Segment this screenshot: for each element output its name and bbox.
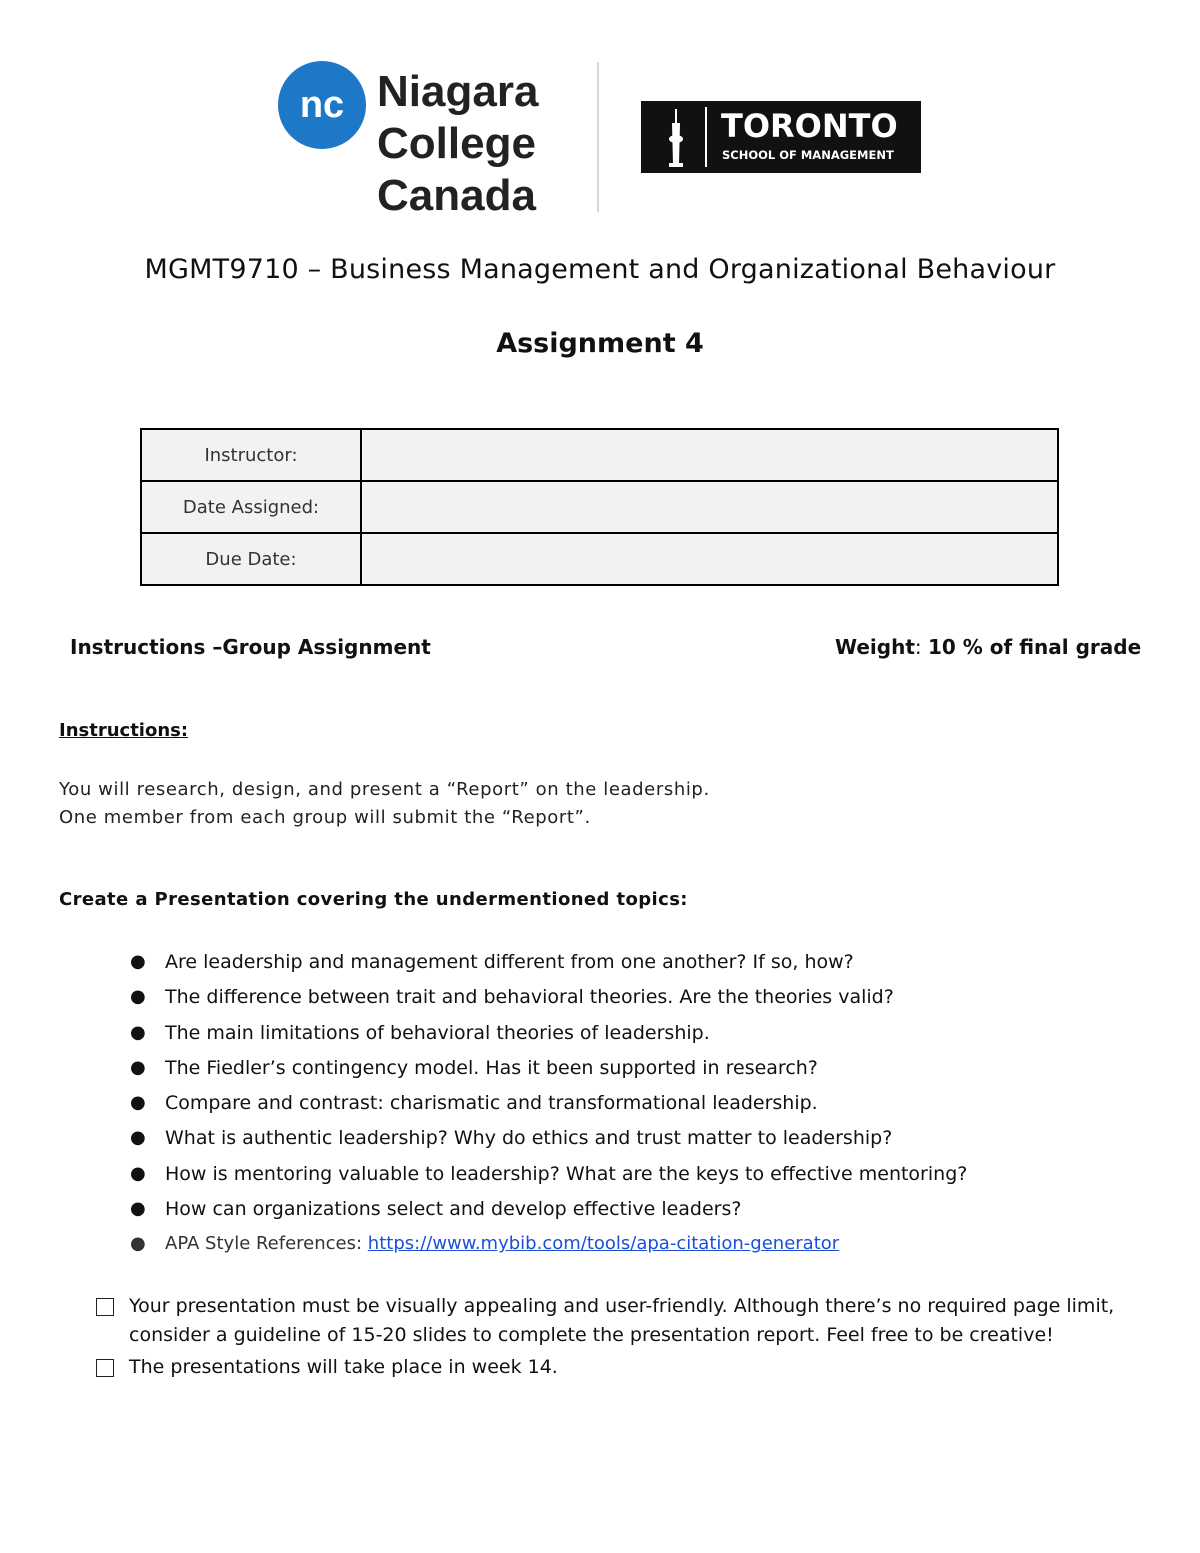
due-date-value <box>361 533 1058 585</box>
list-item <box>125 948 967 983</box>
checklist-item <box>96 1353 1156 1383</box>
bullet-icon: ● <box>130 951 146 972</box>
weight-value: 10 % of final grade <box>928 635 1142 659</box>
table-row <box>141 533 1058 585</box>
bullet-icon: ● <box>130 1021 146 1043</box>
logo-divider <box>597 62 599 212</box>
topic-text: The difference between trait and behavioral theories. Are the theories valid? <box>165 986 894 1009</box>
list-item <box>125 1124 967 1159</box>
checklist-text: The presentations will take place in week 14. <box>129 1356 558 1378</box>
body-line: One member from each group will submit the “Report”. <box>59 807 591 828</box>
topic-text: The Fiedler’s contingency model. Has it been supported in research? <box>165 1056 818 1079</box>
checkbox-icon <box>96 1359 114 1377</box>
bullet-icon: ● <box>130 1127 146 1149</box>
body-line: You will research, design, and present a “Report” on the leadership. <box>59 779 710 800</box>
date-assigned-label: Date Assigned: <box>141 481 361 533</box>
list-item <box>125 1160 967 1195</box>
toronto-school-logo <box>641 101 921 173</box>
weight-separator: : <box>914 635 928 659</box>
instructions-label: Instructions: <box>59 720 189 741</box>
topic-text: Are leadership and management different from one another? If so, how? <box>165 951 854 973</box>
instructor-value <box>361 429 1058 481</box>
list-item <box>125 1089 967 1124</box>
checklist-text: Your presentation must be visually appealing and user-friendly. Although there’s no required page limit, consider a guideline of 15-20 slides to complete the presentation report. Feel free to be creative! <box>129 1295 1115 1346</box>
assignment-title: Assignment 4 <box>496 328 704 359</box>
tsm-name: TORONTO <box>721 107 898 145</box>
checklist-item <box>96 1292 1156 1352</box>
table-row <box>141 429 1058 481</box>
weight-info <box>835 635 1141 659</box>
apa-label: APA Style References: <box>165 1233 368 1255</box>
due-date-label: Due Date: <box>141 533 361 585</box>
topic-text: How is mentoring valuable to leadership? What are the keys to effective mentoring? <box>165 1162 968 1185</box>
topic-text: What is authentic leadership? Why do ethics and trust matter to leadership? <box>165 1127 893 1150</box>
course-title: MGMT9710 – Business Management and Organizational Behaviour <box>144 254 1056 285</box>
date-assigned-value <box>361 481 1058 533</box>
topic-text: Compare and contrast: charismatic and transformational leadership. <box>165 1092 818 1115</box>
checkbox-icon <box>96 1298 114 1316</box>
bullet-icon: ● <box>130 1056 146 1078</box>
apa-citation-link[interactable]: https://www.mybib.com/tools/apa-citation-generator <box>367 1233 840 1255</box>
instructions-body <box>59 776 710 832</box>
topic-text: The main limitations of behavioral theories of leadership. <box>165 1021 710 1044</box>
nc-mark: nc <box>299 84 345 126</box>
bullet-icon: ● <box>130 1198 146 1220</box>
table-row <box>141 481 1058 533</box>
bullet-icon: ● <box>130 1092 146 1114</box>
weight-label: Weight <box>835 635 915 659</box>
instructor-label: Instructor: <box>141 429 361 481</box>
topic-text: How can organizations select and develop effective leaders? <box>165 1198 742 1221</box>
assignment-info-table <box>140 428 1059 586</box>
list-item <box>125 983 967 1018</box>
list-item <box>125 1195 967 1230</box>
tsm-subtitle: SCHOOL OF MANAGEMENT <box>722 148 894 162</box>
bullet-icon: ● <box>130 1233 146 1255</box>
instructions-group-heading: Instructions –Group Assignment <box>70 635 431 659</box>
bullet-icon: ● <box>130 986 146 1008</box>
nc-name-line-2: College <box>377 119 536 168</box>
nc-name-line-3: Canada <box>377 171 536 220</box>
bullet-icon: ● <box>130 1162 146 1184</box>
list-item <box>125 1230 967 1265</box>
nc-name-line-1: Niagara <box>377 67 539 116</box>
list-item <box>125 1019 967 1054</box>
topics-list <box>125 948 967 1266</box>
niagara-college-logo <box>277 60 567 220</box>
create-presentation-heading: Create a Presentation covering the undermentioned topics: <box>59 889 688 910</box>
list-item <box>125 1054 967 1089</box>
